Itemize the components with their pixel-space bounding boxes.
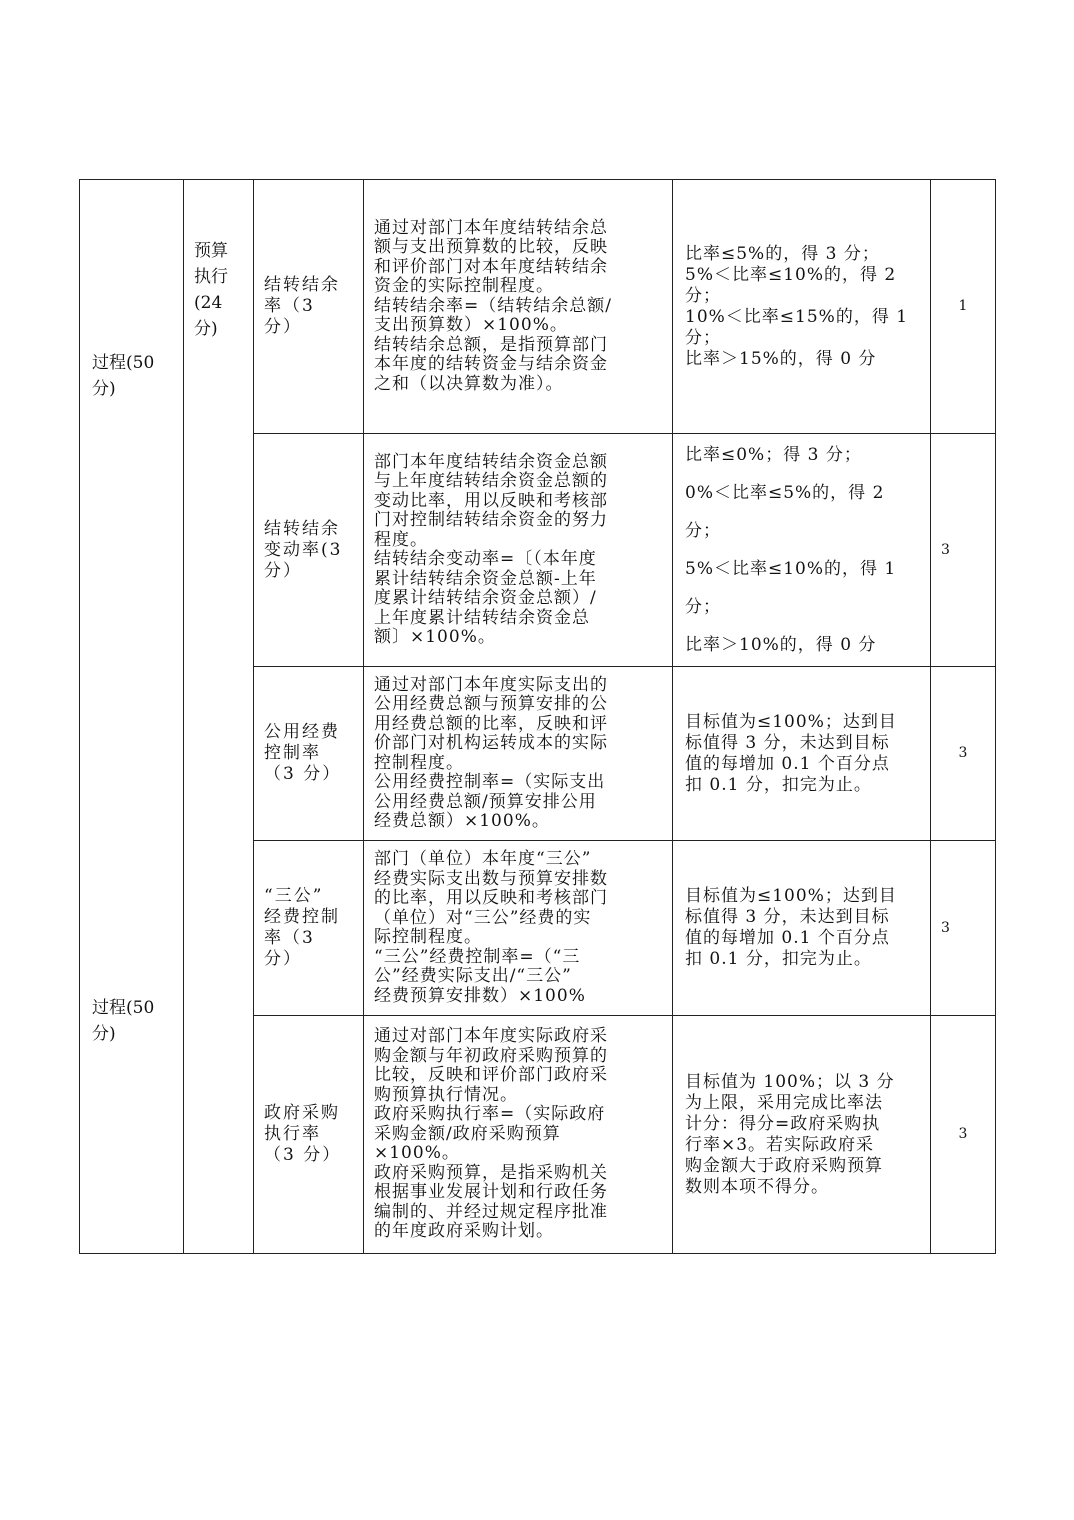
criteria-cell: 目标值为≤100%；达到目 标值得 3 分，未达到目标 值的每增加 0.1 个百分点 扣 0.1 分，扣完为止。 [673,667,931,841]
score-cell: 3 [931,1016,996,1254]
indicator-cell: 政府采购 执行率 （3 分） [254,1016,364,1254]
criteria-cell: 目标值为 100%；以 3 分 为上限，采用完成比率法 计分：得分=政府采购执 行率×3。若实际政府采 购金额大于政府采购预算 数则本项不得分。 [673,1016,931,1254]
category-cell [80,180,184,1254]
evaluation-table [79,179,996,1254]
score-cell: 3 [931,841,996,1016]
indicator-cell: “三公” 经费控制 率（3 分） [254,841,364,1016]
criteria-cell: 比率≤5%的，得 3 分； 5%＜比率≤10%的，得 2 分； 10%＜比率≤15%的，得 1 分； 比率＞15%的，得 0 分 [673,180,931,434]
description-cell: 通过对部门本年度结转结余总 额与支出预算数的比较，反映 和评价部门对本年度结转结余 资金的实际控制程度。 结转结余率=（结转结余总额/ 支出预算数）×100%。 结转结余总额，是指预算部门 本年度的结转资金与结余资金 之和（以决算数为准）。 [364,180,673,434]
criteria-cell: 目标值为≤100%；达到目 标值得 3 分，未达到目标 值的每增加 0.1 个百分点 扣 0.1 分，扣完为止。 [673,841,931,1016]
description-cell: 部门本年度结转结余资金总额 与上年度结转结余资金总额的 变动比率，用以反映和考核部 门对控制结转结余资金的努力 程度。 结转结余变动率=〔（本年度 累计结转结余资金总额-上年 度累计结转结余资金总额）/ 上年度累计结转结余资金总 额〕×100%。 [364,434,673,667]
description-cell: 通过对部门本年度实际政府采 购金额与年初政府采购预算的 比较，反映和评价部门政府采 购预算执行情况。 政府采购执行率=（实际政府 采购金额/政府采购预算 ×100%。 政府采购预算，是指采购机关 根据事业发展计划和行政任务 编制的、并经过规定程序批准 的年度政府采购计划。 [364,1016,673,1254]
criteria-cell: 比率≤0%；得 3 分； 0%＜比率≤5%的，得 2 分； 5%＜比率≤10%的，得 1 分； 比率＞10%的，得 0 分 [673,434,931,667]
table-row [80,180,996,434]
indicator-cell: 结转结余 率（3 分） [254,180,364,434]
indicator-cell: 结转结余 变动率(3 分） [254,434,364,667]
score-cell: 3 [931,434,996,667]
subcategory-cell: 预算 执行 (24 分) [184,180,254,1254]
score-cell: 1 [931,180,996,434]
description-cell: 通过对部门本年度实际支出的 公用经费总额与预算安排的公 用经费总额的比率，反映和评 价部门对机构运转成本的实际 控制程度。 公用经费控制率=（实际支出 公用经费总额/预算安排公用 经费总额）×100%。 [364,667,673,841]
indicator-cell: 公用经费 控制率 （3 分） [254,667,364,841]
category-label-repeat: 过程(50 分) [92,998,155,1044]
score-cell: 3 [931,667,996,841]
category-label: 过程(50 分) [92,353,155,399]
description-cell: 部门（单位）本年度“三公” 经费实际支出数与预算安排数 的比率，用以反映和考核部门 （单位）对“三公”经费的实 际控制程度。 “三公”经费控制率=（“三 公”经费实际支出/“三公” 经费预算安排数）×100% [364,841,673,1016]
